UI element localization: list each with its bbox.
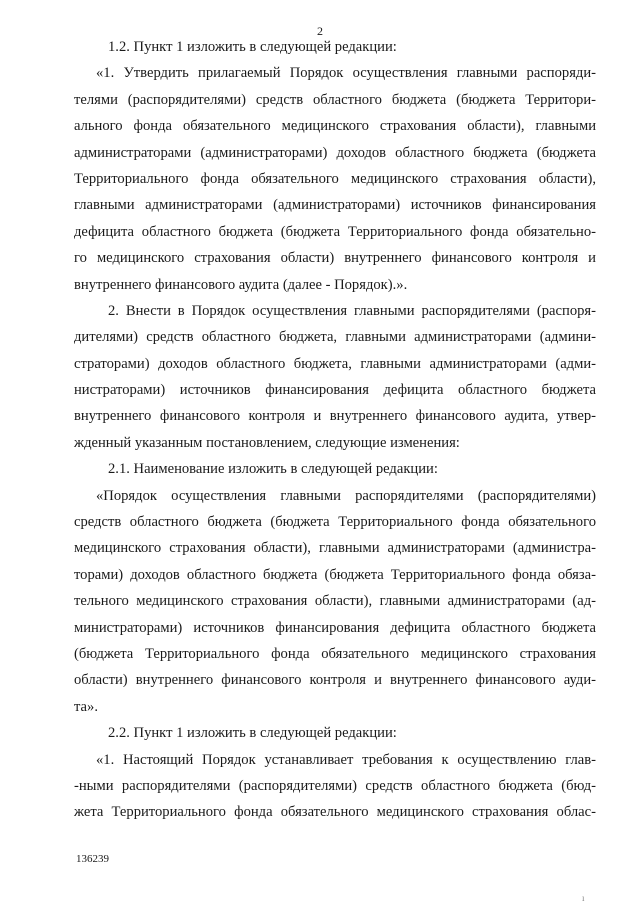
page-number: 2 — [317, 24, 323, 38]
text-line: области) внутреннего финансового контроля и внутреннего финансового ауди- — [74, 672, 596, 689]
text-line: жета Территориального фонда обязательного медицинского страхования облас- — [74, 804, 596, 821]
text-line: Территориального фонда обязательного медицинского страхования области), — [74, 170, 596, 187]
scan-mark: ı — [582, 893, 585, 903]
document-body — [74, 34, 596, 826]
text-line: 2.2. Пункт 1 изложить в следующей редакции: — [108, 725, 397, 742]
text-line: телями (распорядителями) средств областного бюджета (бюджета Территори- — [74, 91, 596, 108]
text-line: та». — [74, 698, 98, 715]
text-line: тельного медицинского страхования области), главными администраторами (ад- — [74, 593, 596, 610]
text-line: медицинского страхования области), главными администраторами (администра- — [74, 540, 596, 557]
text-line: «Порядок осуществления главными распорядителями (распорядителями) — [96, 487, 596, 504]
text-line: администраторами (администраторами) доходов областного бюджета (бюджета — [74, 144, 596, 161]
text-line: страторами) доходов областного бюджета, главными администраторами (адми- — [74, 355, 596, 372]
text-line: министраторами) источников финансирования дефицита областного бюджета — [74, 619, 596, 636]
text-line: «1. Настоящий Порядок устанавливает требования к осуществлению глав- — [96, 751, 596, 768]
text-line: нистраторами) источников финансирования дефицита областного бюджета — [74, 382, 596, 399]
text-line: главными администраторами (администраторами) источников финансирования — [74, 197, 596, 214]
text-line: жденный указанным постановлением, следующие изменения: — [74, 434, 460, 451]
text-line: -ными распорядителями (распорядителями) средств областного бюджета (бюд- — [74, 777, 596, 794]
document-id: 136239 — [76, 853, 109, 865]
text-line: 2. Внести в Порядок осуществления главными распорядителями (распоря- — [108, 302, 596, 319]
text-line: 1.2. Пункт 1 изложить в следующей редакции: — [108, 39, 397, 55]
text-line: ального фонда обязательного медицинского страхования области), главными — [74, 118, 596, 135]
text-line: 2.1. Наименование изложить в следующей редакции: — [108, 461, 438, 478]
text-line: торами) доходов областного бюджета (бюджета Территориального фонда обяза- — [74, 566, 596, 583]
text-line: внутреннего финансового контроля и внутреннего финансового аудита, утвер- — [74, 408, 596, 425]
text-line: внутреннего финансового аудита (далее - Порядок).». — [74, 276, 408, 293]
text-line: средств областного бюджета (бюджета Территориального фонда обязательного — [74, 514, 596, 531]
text-line: (бюджета Территориального фонда обязательного медицинского страхования — [74, 645, 596, 662]
text-line: «1. Утвердить прилагаемый Порядок осуществления главными распоряди- — [96, 65, 596, 82]
text-line: дефицита областного бюджета (бюджета Территориального фонда обязательно- — [74, 223, 596, 240]
text-line: дителями) средств областного бюджета, главными администраторами (админи- — [74, 329, 596, 346]
text-line: го медицинского страхования области) внутреннего финансового контроля и — [74, 250, 596, 267]
